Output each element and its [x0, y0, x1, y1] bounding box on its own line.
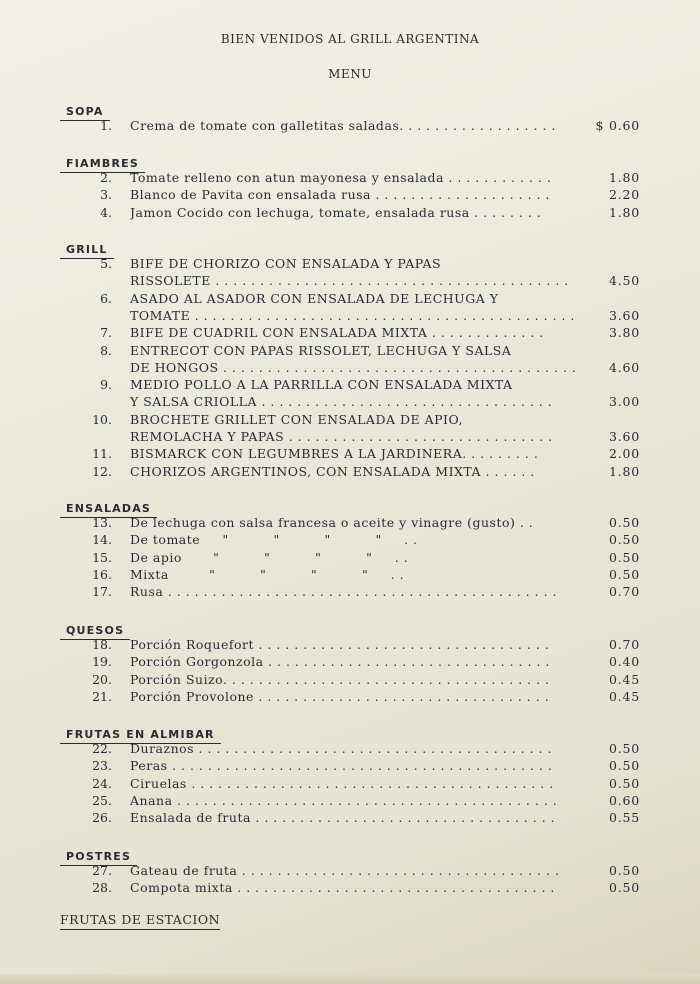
item-description: RISSOLETE . . . . . . . . . . . . . . . . . . . . . . . . . . . . . . . . . . . . . . . . — [130, 273, 569, 289]
item-description: ASADO AL ASADOR CON ENSALADA DE LECHUGA Y — [130, 290, 499, 306]
menu-item-row — [60, 445, 640, 462]
item-description: De tomate " " " " . . — [130, 532, 418, 548]
item-description: Ciruelas . . . . . . . . . . . . . . . . . . . . . . . . . . . . . . . . . . . . . . . . . — [130, 775, 554, 791]
item-description: CHORIZOS ARGENTINOS, CON ENSALADA MIXTA . . . . . . — [130, 463, 535, 479]
menu-item-row — [60, 671, 640, 688]
item-description: Blanco de Pavita con ensalada rusa . . . . . . . . . . . . . . . . . . . . — [130, 187, 550, 203]
item-number: 26. — [92, 810, 112, 826]
item-price: 3.60 — [608, 307, 640, 323]
item-description: BIFE DE CHORIZO CON ENSALADA Y PAPAS — [130, 256, 442, 271]
item-description: Peras . . . . . . . . . . . . . . . . . . . . . . . . . . . . . . . . . . . . . . . . . . . — [130, 758, 553, 774]
item-description: REMOLACHA Y PAPAS . . . . . . . . . . . . . . . . . . . . . . . . . . . . . . — [130, 429, 553, 444]
item-price: 1.80 — [608, 170, 640, 185]
menu-item-row — [60, 204, 640, 221]
menu-item-row — [60, 186, 640, 203]
item-number: 24. — [92, 775, 112, 791]
item-price: 0.45 — [608, 671, 640, 687]
item-price: 2.20 — [608, 187, 640, 203]
item-price: 0.50 — [608, 741, 640, 756]
item-price: 0.70 — [608, 584, 640, 600]
menu-item-row — [60, 255, 640, 272]
menu-item-row — [60, 342, 640, 359]
item-number: 7. — [100, 325, 112, 341]
item-price: 0.50 — [608, 758, 640, 774]
item-number: 1. — [100, 118, 112, 133]
item-number: 18. — [92, 637, 112, 652]
item-price: 0.50 — [608, 549, 640, 565]
item-description: MEDIO POLLO A LA PARRILLA CON ENSALADA MIXTA — [130, 377, 513, 393]
menu-item-row — [60, 688, 640, 705]
section-title: SOPA — [60, 105, 110, 121]
item-price: 0.60 — [608, 792, 640, 808]
item-price: 0.45 — [608, 688, 640, 704]
item-description: Tomate relleno con atun mayonesa y ensalada . . . . . . . . . . . . — [130, 170, 552, 185]
item-price: 0.70 — [608, 637, 640, 652]
item-price: 4.50 — [608, 273, 640, 289]
item-number: 23. — [92, 758, 112, 774]
menu-item-row — [60, 879, 640, 896]
item-number: 20. — [92, 671, 112, 687]
item-number: 16. — [92, 566, 112, 582]
menu-item-row — [60, 514, 640, 531]
item-description: De apio " " " " . . — [130, 549, 409, 565]
menu-item-row — [60, 862, 640, 879]
item-price: 0.55 — [608, 810, 640, 826]
menu-item-row — [60, 117, 640, 134]
section-title: FRUTAS EN ALMIBAR — [60, 728, 221, 744]
item-description: Rusa . . . . . . . . . . . . . . . . . . . . . . . . . . . . . . . . . . . . . . . . . . . . — [130, 584, 557, 600]
item-price: 3.60 — [608, 429, 640, 444]
menu-item-row — [60, 792, 640, 809]
menu-item-row — [60, 757, 640, 774]
section-title: FIAMBRES — [60, 157, 145, 173]
item-price: 4.60 — [608, 359, 640, 375]
item-number: 4. — [100, 204, 112, 220]
menu-item-row — [60, 359, 640, 376]
item-number: 25. — [92, 792, 112, 808]
item-price: 3.00 — [608, 394, 640, 410]
section-title: POSTRES — [60, 850, 137, 866]
item-description: Porción Roquefort . . . . . . . . . . . . . . . . . . . . . . . . . . . . . . . . . — [130, 637, 550, 652]
item-number: 3. — [100, 187, 112, 203]
menu-item-row — [60, 636, 640, 653]
item-description: Porción Gorgonzola . . . . . . . . . . . . . . . . . . . . . . . . . . . . . . . . — [130, 654, 550, 670]
menu-item-row — [60, 290, 640, 307]
menu-item-row — [60, 549, 640, 566]
section-title: QUESOS — [60, 624, 130, 640]
menu-item-row — [60, 566, 640, 583]
item-number: 14. — [92, 532, 112, 548]
item-price: 0.50 — [608, 880, 640, 896]
item-number: 27. — [92, 863, 112, 878]
item-price: 0.50 — [608, 566, 640, 582]
item-number: 17. — [92, 584, 112, 600]
item-price: $ 0.60 — [595, 118, 640, 133]
item-description: Crema de tomate con galletitas saladas. . . . . . . . . . . . . . . . . . — [130, 118, 556, 133]
item-price: 2.00 — [608, 446, 640, 462]
welcome-heading: BIEN VENIDOS AL GRILL ARGENTINA — [220, 32, 480, 46]
section-title: GRILL — [60, 243, 114, 259]
item-description: Porción Provolone . . . . . . . . . . . . . . . . . . . . . . . . . . . . . . . . . — [130, 688, 550, 704]
menu-item-row — [60, 583, 640, 600]
menu-item-row — [60, 376, 640, 393]
item-number: 9. — [100, 377, 112, 393]
item-price: 0.50 — [608, 863, 640, 878]
item-price: 3.80 — [608, 325, 640, 341]
item-number: 28. — [92, 880, 112, 896]
menu-item-row — [60, 740, 640, 757]
menu-title: MENU — [328, 67, 372, 81]
item-price: 1.80 — [608, 204, 640, 220]
menu-item-row — [60, 307, 640, 324]
item-number: 2. — [100, 170, 112, 185]
item-description: Gateau de fruta . . . . . . . . . . . . . . . . . . . . . . . . . . . . . . . . . . . . — [130, 863, 560, 878]
item-number: 6. — [100, 290, 112, 306]
item-number: 8. — [100, 342, 112, 358]
item-price: 0.50 — [608, 515, 640, 530]
menu-item-row — [60, 272, 640, 289]
menu-item-row — [60, 653, 640, 670]
item-number: 10. — [92, 411, 112, 427]
menu-item-row — [60, 428, 640, 445]
footer-seasonal-fruits: FRUTAS DE ESTACION — [60, 912, 220, 930]
item-number: 12. — [92, 463, 112, 479]
item-description: De lechuga con salsa francesa o aceite y vinagre (gusto) . . — [130, 515, 534, 530]
menu-item-row — [60, 775, 640, 792]
item-description: Anana . . . . . . . . . . . . . . . . . . . . . . . . . . . . . . . . . . . . . . . . . . . — [130, 792, 558, 808]
item-number: 13. — [92, 515, 112, 530]
item-price: 1.80 — [608, 463, 640, 479]
menu-item-row — [60, 169, 640, 186]
item-number: 5. — [100, 256, 112, 271]
item-price: 0.50 — [608, 532, 640, 548]
item-number: 21. — [92, 688, 112, 704]
item-description: Y SALSA CRIOLLA . . . . . . . . . . . . . . . . . . . . . . . . . . . . . . . . . — [130, 394, 553, 410]
item-description: TOMATE . . . . . . . . . . . . . . . . . . . . . . . . . . . . . . . . . . . . . . . . . . . — [130, 307, 575, 323]
item-description: BISMARCK CON LEGUMBRES A LA JARDINERA. . . . . . . . . — [130, 446, 539, 462]
item-number: 22. — [92, 741, 112, 756]
item-price: 0.50 — [608, 775, 640, 791]
item-description: Ensalada de fruta . . . . . . . . . . . . . . . . . . . . . . . . . . . . . . . . . . — [130, 810, 556, 826]
item-number: 11. — [92, 446, 112, 462]
item-price: 0.40 — [608, 654, 640, 670]
item-description: Duraznos . . . . . . . . . . . . . . . . . . . . . . . . . . . . . . . . . . . . . . . . — [130, 741, 552, 756]
item-description: BIFE DE CUADRIL CON ENSALADA MIXTA . . . . . . . . . . . . . — [130, 325, 544, 341]
menu-item-row — [60, 463, 640, 480]
menu-item-row — [60, 809, 640, 826]
section-title: ENSALADAS — [60, 502, 157, 518]
item-description: Mixta " " " " . . — [130, 566, 405, 582]
item-description: Jamon Cocido con lechuga, tomate, ensalada rusa . . . . . . . . — [130, 204, 542, 220]
item-number: 19. — [92, 654, 112, 670]
menu-item-row — [60, 531, 640, 548]
item-description: ENTRECOT CON PAPAS RISSOLET, LECHUGA Y SALSA — [130, 342, 512, 358]
item-description: BROCHETE GRILLET CON ENSALADA DE APIO, — [130, 411, 463, 427]
item-description: Porción Suizo. . . . . . . . . . . . . . . . . . . . . . . . . . . . . . . . . . . . . — [130, 671, 550, 687]
item-number: 15. — [92, 549, 112, 565]
menu-item-row — [60, 393, 640, 410]
menu-item-row — [60, 411, 640, 428]
menu-item-row — [60, 324, 640, 341]
item-description: Compota mixta . . . . . . . . . . . . . . . . . . . . . . . . . . . . . . . . . . . . — [130, 880, 555, 896]
item-description: DE HONGOS . . . . . . . . . . . . . . . . . . . . . . . . . . . . . . . . . . . . . . . . — [130, 359, 577, 375]
